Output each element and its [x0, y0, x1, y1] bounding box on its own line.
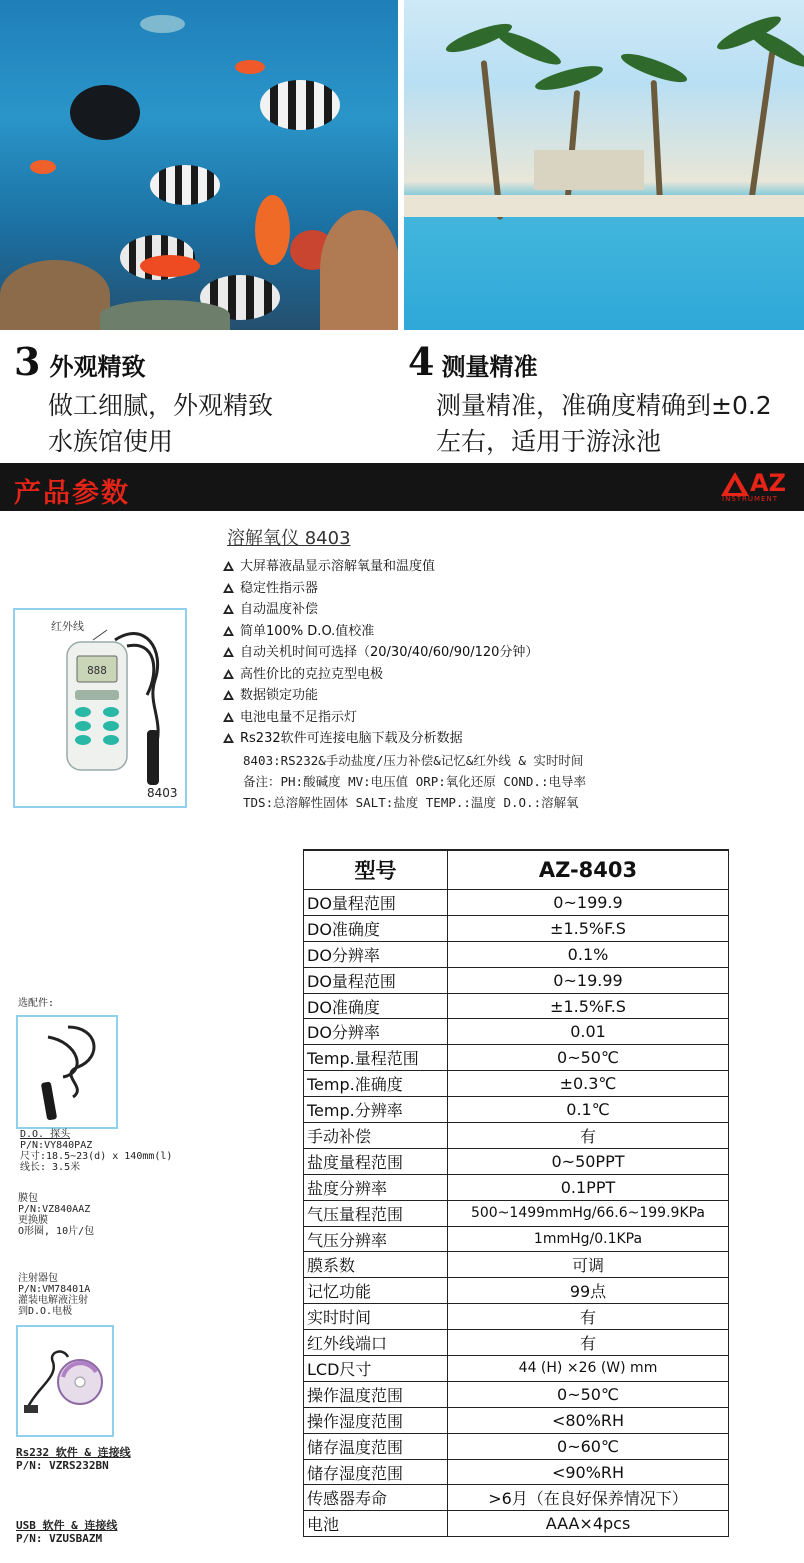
warning-icon: [223, 690, 234, 700]
spec-table: [303, 849, 729, 1537]
header-model-value: AZ-8403: [448, 850, 729, 890]
spec-label: 操作湿度范围: [304, 1407, 448, 1433]
spec-label: DO分辨率: [304, 1019, 448, 1045]
spec-value: 0.01: [448, 1019, 729, 1045]
feature-text: 数据锁定功能: [240, 688, 319, 703]
svg-text:888: 888: [87, 664, 107, 677]
rs232-pn: P/N: VZRS232BN: [16, 1459, 109, 1472]
feature-4: [408, 339, 538, 384]
product-params-banner: [0, 463, 804, 511]
spec-value: 99点: [448, 1278, 729, 1304]
spec-label: 红外线端口: [304, 1330, 448, 1356]
table-row: [304, 1045, 729, 1071]
table-row: [304, 993, 729, 1019]
table-row: [304, 1459, 729, 1485]
spec-value: 有: [448, 1330, 729, 1356]
model-label: 8403: [147, 786, 178, 800]
banner-title: 产品参数: [14, 478, 130, 509]
warning-icon: [223, 583, 234, 593]
feature-3: [14, 339, 146, 384]
table-row: [304, 1148, 729, 1174]
table-row: [304, 1511, 729, 1537]
spec-value: ±1.5%F.S: [448, 993, 729, 1019]
probe-illustration: [18, 1017, 116, 1127]
device-image: [13, 608, 187, 808]
table-row: [304, 1304, 729, 1330]
spec-label: 储存湿度范围: [304, 1459, 448, 1485]
feature-4-desc-line1: 测量精准，准确度精确到±0.2: [436, 391, 772, 420]
feature-4-desc-line2: 左右，适用于游泳池: [436, 427, 662, 456]
spec-label: DO量程范围: [304, 967, 448, 993]
feature-title: 外观精致: [49, 353, 146, 381]
syringe-title: 注射器包: [18, 1273, 58, 1284]
list-item: [223, 707, 538, 729]
spec-label: 手动补偿: [304, 1123, 448, 1149]
table-row: [304, 915, 729, 941]
spec-label: 气压分辨率: [304, 1226, 448, 1252]
az-triangle-icon: [720, 471, 750, 497]
spec-label: Temp.准确度: [304, 1071, 448, 1097]
list-item: [223, 728, 538, 750]
spec-label: 盐度分辨率: [304, 1174, 448, 1200]
spec-value: <80%RH: [448, 1407, 729, 1433]
list-item: [223, 642, 538, 664]
feature-text: 大屏幕液晶显示溶解氧量和温度值: [240, 559, 436, 574]
table-row: [304, 1174, 729, 1200]
az-logo: [718, 467, 796, 507]
spec-value: 0.1%: [448, 941, 729, 967]
spec-value: 44 (H) ×26 (W) mm: [448, 1356, 729, 1382]
feature-text: Rs232软件可连接电脑下载及分析数据: [240, 731, 463, 746]
table-row: [304, 941, 729, 967]
accessories-heading: 选配件:: [18, 998, 55, 1009]
table-row: [304, 1226, 729, 1252]
table-row: [304, 1278, 729, 1304]
spec-value: 1mmHg/0.1KPa: [448, 1226, 729, 1252]
spec-label: 盐度量程范围: [304, 1148, 448, 1174]
spec-label: 实时时间: [304, 1304, 448, 1330]
warning-icon: [223, 647, 234, 657]
spec-label: 记忆功能: [304, 1278, 448, 1304]
software-image: [16, 1325, 114, 1437]
probe-cable: 线长: 3.5米: [20, 1162, 81, 1173]
spec-label: 膜系数: [304, 1252, 448, 1278]
note-line-3: TDS:总溶解性固体 SALT:盐度 TEMP.:温度 D.O.:溶解氧: [243, 795, 579, 810]
feature-number: 3: [14, 339, 41, 384]
table-row: [304, 890, 729, 916]
warning-icon: [223, 733, 234, 743]
spec-label: DO分辨率: [304, 941, 448, 967]
membrane-pn: P/N:VZ840AAZ: [18, 1204, 91, 1215]
spec-label: DO准确度: [304, 993, 448, 1019]
logo-text: AZ: [750, 469, 786, 497]
probe-info: [20, 1129, 172, 1173]
list-item: [223, 664, 538, 686]
warning-icon: [223, 604, 234, 614]
spec-label: DO量程范围: [304, 890, 448, 916]
spec-label: 电池: [304, 1511, 448, 1537]
table-row: [304, 1200, 729, 1226]
membrane-title: 膜包: [18, 1193, 38, 1204]
spec-value: <90%RH: [448, 1459, 729, 1485]
feature-text: 电池电量不足指示灯: [240, 709, 358, 725]
spec-value: 0.1℃: [448, 1097, 729, 1123]
spec-value: 0~50℃: [448, 1045, 729, 1071]
syringe-desc1: 灌装电解液注射: [18, 1295, 88, 1306]
spec-value: 0~50PPT: [448, 1148, 729, 1174]
spec-label: 操作温度范围: [304, 1381, 448, 1407]
spec-label: 传感器寿命: [304, 1485, 448, 1511]
list-item: [223, 556, 538, 578]
pool-photo: [404, 0, 804, 330]
spec-label: 气压量程范围: [304, 1200, 448, 1226]
table-row: [304, 1356, 729, 1382]
table-row: [304, 1019, 729, 1045]
warning-icon: [223, 669, 234, 679]
spec-value: 500~1499mmHg/66.6~199.9KPa: [448, 1200, 729, 1226]
table-row: [304, 967, 729, 993]
membrane-info: [18, 1193, 94, 1237]
spec-label: 储存温度范围: [304, 1433, 448, 1459]
table-row: [304, 1123, 729, 1149]
table-row: [304, 1252, 729, 1278]
product-feature-list: [223, 556, 538, 750]
spec-value: 可调: [448, 1252, 729, 1278]
membrane-pack: O形圈, 10片/包: [18, 1226, 95, 1237]
aquarium-photo: [0, 0, 398, 330]
software-illustration: [18, 1327, 112, 1435]
spec-value: ±0.3℃: [448, 1071, 729, 1097]
warning-icon: [223, 712, 234, 722]
feature-3-desc-line1: 做工细腻，外观精致: [48, 391, 274, 420]
probe-image: [16, 1015, 118, 1129]
note-line-2: 备注：PH:酸碱度 MV:电压值 ORP:氧化还原 COND.:电导率: [243, 774, 586, 789]
feature-text: 高性价比的克拉克型电极: [240, 666, 384, 682]
note-line-1: 8403:RS232&手动盐度/压力补偿&记忆&红外线 & 实时时间: [243, 753, 584, 768]
feature-text: 自动关机时间可选择（20/30/40/60/90/120分钟）: [240, 645, 539, 660]
table-row: [304, 1071, 729, 1097]
spec-label: DO准确度: [304, 915, 448, 941]
table-row: [304, 1485, 729, 1511]
feature-number: 4: [408, 339, 435, 384]
spec-value: 0~19.99: [448, 967, 729, 993]
list-item: [223, 621, 538, 643]
infrared-label: 红外线: [51, 620, 84, 633]
table-header: [304, 850, 729, 890]
usb-title: USB 软件 & 连接线: [16, 1519, 118, 1532]
probe-pn: P/N:VY840PAZ: [20, 1140, 93, 1151]
feature-text: 稳定性指示器: [240, 580, 319, 596]
spec-value: AAA×4pcs: [448, 1511, 729, 1537]
spec-value: 0~199.9: [448, 890, 729, 916]
meter-illustration: [15, 610, 185, 806]
syringe-pn: P/N:VM78401A: [18, 1284, 91, 1295]
table-row: [304, 1433, 729, 1459]
table-row: [304, 1097, 729, 1123]
feature-text: 自动温度补偿: [240, 602, 319, 617]
spec-value: 有: [448, 1304, 729, 1330]
spec-label: Temp.分辨率: [304, 1097, 448, 1123]
logo-subtext: INSTRUMENT: [722, 495, 778, 503]
spec-value: 0~50℃: [448, 1381, 729, 1407]
spec-value: >6月（在良好保养情况下）: [448, 1485, 729, 1511]
header-model: 型号: [304, 850, 448, 890]
spec-value: 0~60℃: [448, 1433, 729, 1459]
syringe-desc2: 到D.O.电极: [18, 1306, 73, 1317]
feature-3-desc-line2: 水族馆使用: [48, 427, 174, 456]
list-item: [223, 685, 538, 707]
spec-value: 0.1PPT: [448, 1174, 729, 1200]
table-row: [304, 1381, 729, 1407]
warning-icon: [223, 626, 234, 636]
rs232-title: Rs232 软件 & 连接线: [16, 1446, 131, 1459]
feature-title: 测量精准: [441, 353, 538, 381]
product-title: 溶解氧仪 8403: [227, 528, 351, 549]
spec-value: 有: [448, 1123, 729, 1149]
spec-value: ±1.5%F.S: [448, 915, 729, 941]
probe-title: D.O. 探头: [20, 1129, 71, 1140]
spec-label: Temp.量程范围: [304, 1045, 448, 1071]
table-row: [304, 1407, 729, 1433]
list-item: [223, 578, 538, 600]
spec-label: LCD尺寸: [304, 1356, 448, 1382]
table-row: [304, 1330, 729, 1356]
membrane-desc: 更换膜: [18, 1215, 48, 1226]
usb-pn: P/N: VZUSBAZM: [16, 1532, 103, 1545]
list-item: [223, 599, 538, 621]
warning-icon: [223, 561, 234, 571]
syringe-info: [18, 1273, 90, 1317]
probe-size: 尺寸:18.5~23(d) x 140mm(l): [20, 1151, 173, 1162]
feature-text: 简单100% D.O.值校准: [240, 623, 375, 639]
